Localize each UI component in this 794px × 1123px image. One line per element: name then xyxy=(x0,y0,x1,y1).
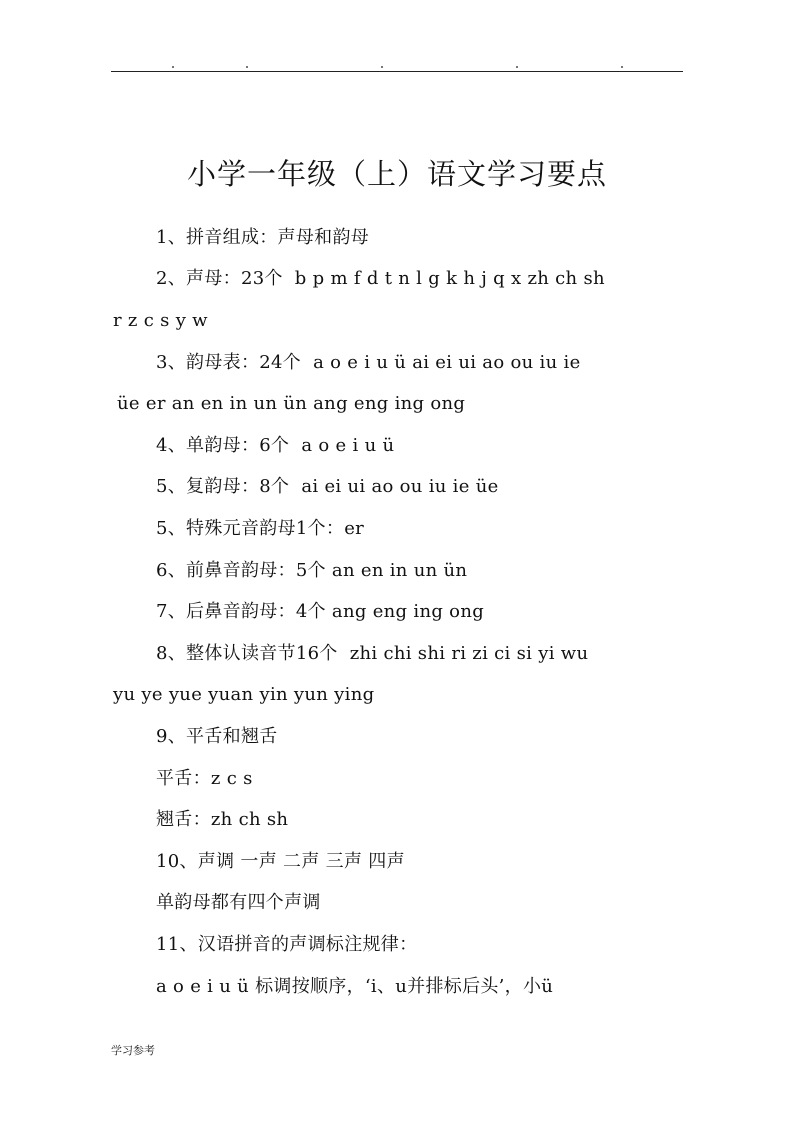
header-dot xyxy=(172,66,174,68)
text-line: 单韵母都有四个声调 xyxy=(156,892,321,913)
header-dot xyxy=(381,66,383,68)
footer-label: 学习参考 xyxy=(111,1044,155,1057)
text-line: 8、整体认读音节16个 zhi chi shi ri zi ci si yi wu xyxy=(156,643,589,664)
text-line: 2、声母：23个 b p m f d t n l g k h j q x zh ch sh xyxy=(156,268,605,289)
text-line: r z c s y w xyxy=(113,310,208,331)
document-title: 小学一年级（上）语文学习要点 xyxy=(186,157,607,192)
text-line: 11、汉语拼音的声调标注规律： xyxy=(156,934,418,955)
text-line: 翘舌：zh ch sh xyxy=(156,809,289,830)
text-line: 5、特殊元音韵母1个：er xyxy=(156,518,365,539)
text-line: 1、拼音组成：声母和韵母 xyxy=(156,227,370,248)
text-line: 7、后鼻音韵母：4个 ang eng ing ong xyxy=(156,601,485,622)
header-dot xyxy=(621,66,623,68)
header-dot xyxy=(246,66,248,68)
text-line: 3、韵母表：24个 a o e i u ü ai ei ui ao ou iu ie xyxy=(156,352,581,373)
text-line: 5、复韵母：8个 ai ei ui ao ou iu ie üe xyxy=(156,476,499,497)
header-rule xyxy=(111,71,683,72)
text-line: a o e i u ü 标调按顺序，‘i、u并排标后头’，小ü xyxy=(156,976,554,997)
text-line: yu ye yue yuan yin yun ying xyxy=(113,684,375,705)
text-line: 4、单韵母：6个 a o e i u ü xyxy=(156,435,395,456)
text-line: 9、平舌和翘舌 xyxy=(156,726,278,747)
header-dot xyxy=(516,66,518,68)
text-line: 10、声调 一声 二声 三声 四声 xyxy=(156,851,405,872)
text-line: 平舌：z c s xyxy=(156,768,253,789)
text-line: 6、前鼻音韵母：5个 an en in un ün xyxy=(156,560,468,581)
text-line: üe er an en in un ün ang eng ing ong xyxy=(117,393,466,414)
